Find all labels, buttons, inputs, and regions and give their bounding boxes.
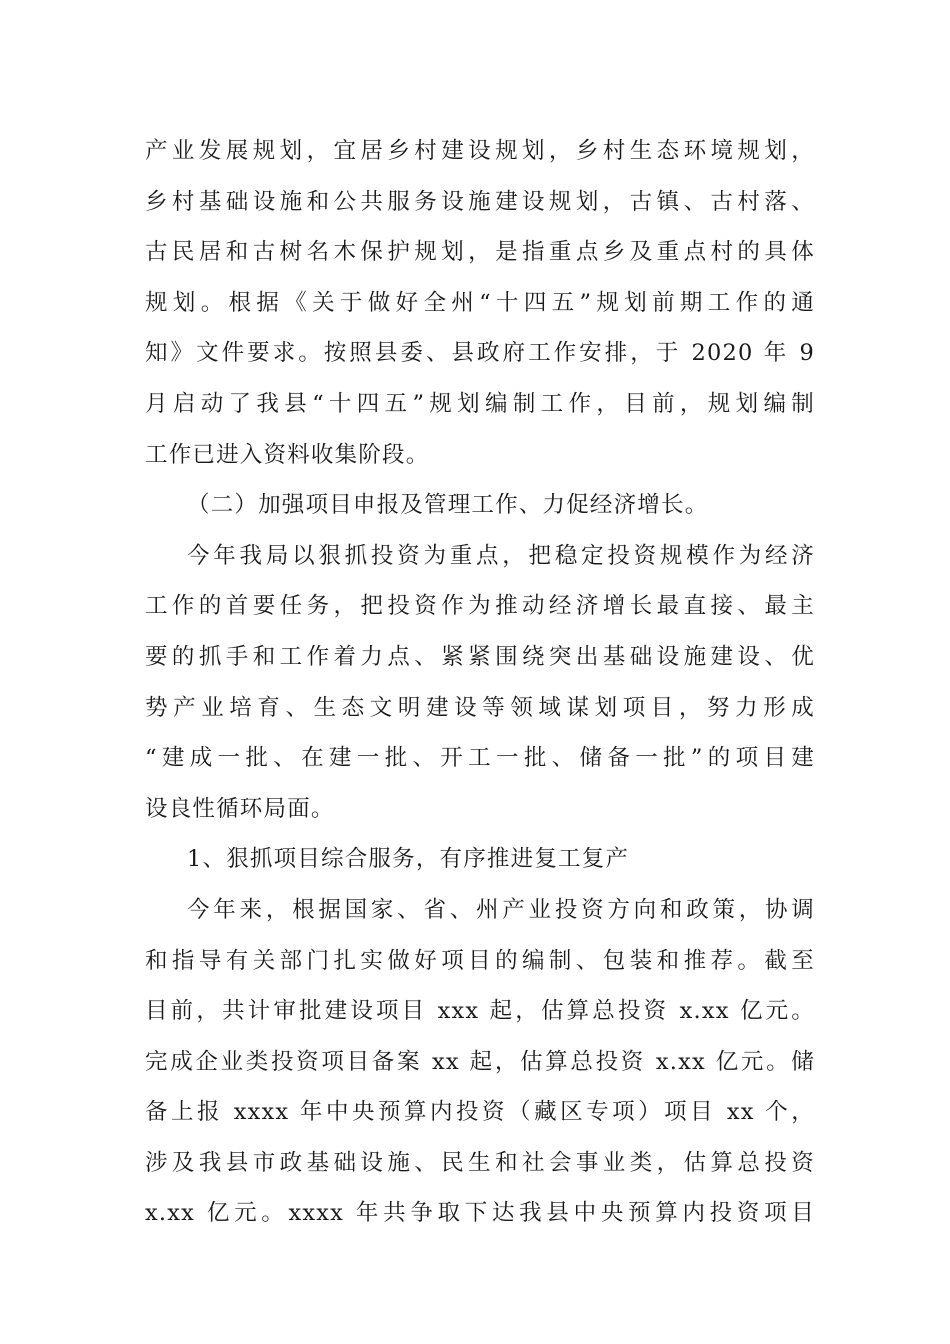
text-line: “建成一批、在建一批、开工一批、储备一批”的项目建 (145, 745, 815, 772)
text-line: 完成企业类投资项目备案 xx 起，估算总投资 x.xx 亿元。储 (145, 1048, 815, 1075)
text-line: 势产业培育、生态文明建设等领域谋划项目，努力形成 (145, 694, 815, 721)
text-line: 和指导有关部门扎实做好项目的编制、包装和推荐。截至 (145, 947, 815, 974)
text-line: 规划。根据《关于做好全州“十四五”规划前期工作的通 (145, 289, 815, 316)
text-line: x.xx 亿元。xxxx 年共争取下达我县中央预算内投资项目 (145, 1200, 815, 1227)
document-body (145, 126, 815, 1239)
text-line: 备上报 xxxx 年中央预算内投资（藏区专项）项目 xx 个， (145, 1099, 815, 1126)
text-line: 古民居和古树名木保护规划，是指重点乡及重点村的具体 (145, 239, 815, 266)
text-line: 产业发展规划，宜居乡村建设规划，乡村生态环境规划， (145, 138, 815, 164)
text-line: 设良性循环局面。 (145, 795, 335, 822)
text-line: 乡村基础设施和公共服务设施建设规划，古镇、古村落、 (145, 188, 815, 215)
text-line: 目前，共计审批建设项目 xxx 起，估算总投资 x.xx 亿元。 (145, 998, 815, 1025)
section-heading: （二）加强项目申报及管理工作、力促经济增长。 (187, 492, 709, 519)
text-line: 知》文件要求。按照县委、县政府工作安排，于 2020 年 9 (145, 340, 815, 367)
subsection-heading: 1、狠抓项目综合服务，有序推进复工复产 (187, 846, 630, 873)
text-line: 月启动了我县“十四五”规划编制工作，目前，规划编制 (145, 390, 815, 417)
text-line: 工作已进入资料收集阶段。 (145, 441, 430, 468)
text-line: 今年我局以狠抓投资为重点，把稳定投资规模作为经济 (187, 542, 815, 569)
text-line: 今年来，根据国家、省、州产业投资方向和政策，协调 (187, 896, 815, 923)
text-line: 涉及我县市政基础设施、民生和社会事业类，估算总投资 (145, 1149, 815, 1176)
text-line: 要的抓手和工作着力点、紧紧围绕突出基础设施建设、优 (145, 643, 815, 670)
text-line: 工作的首要任务，把投资作为推动经济增长最直接、最主 (145, 593, 815, 620)
